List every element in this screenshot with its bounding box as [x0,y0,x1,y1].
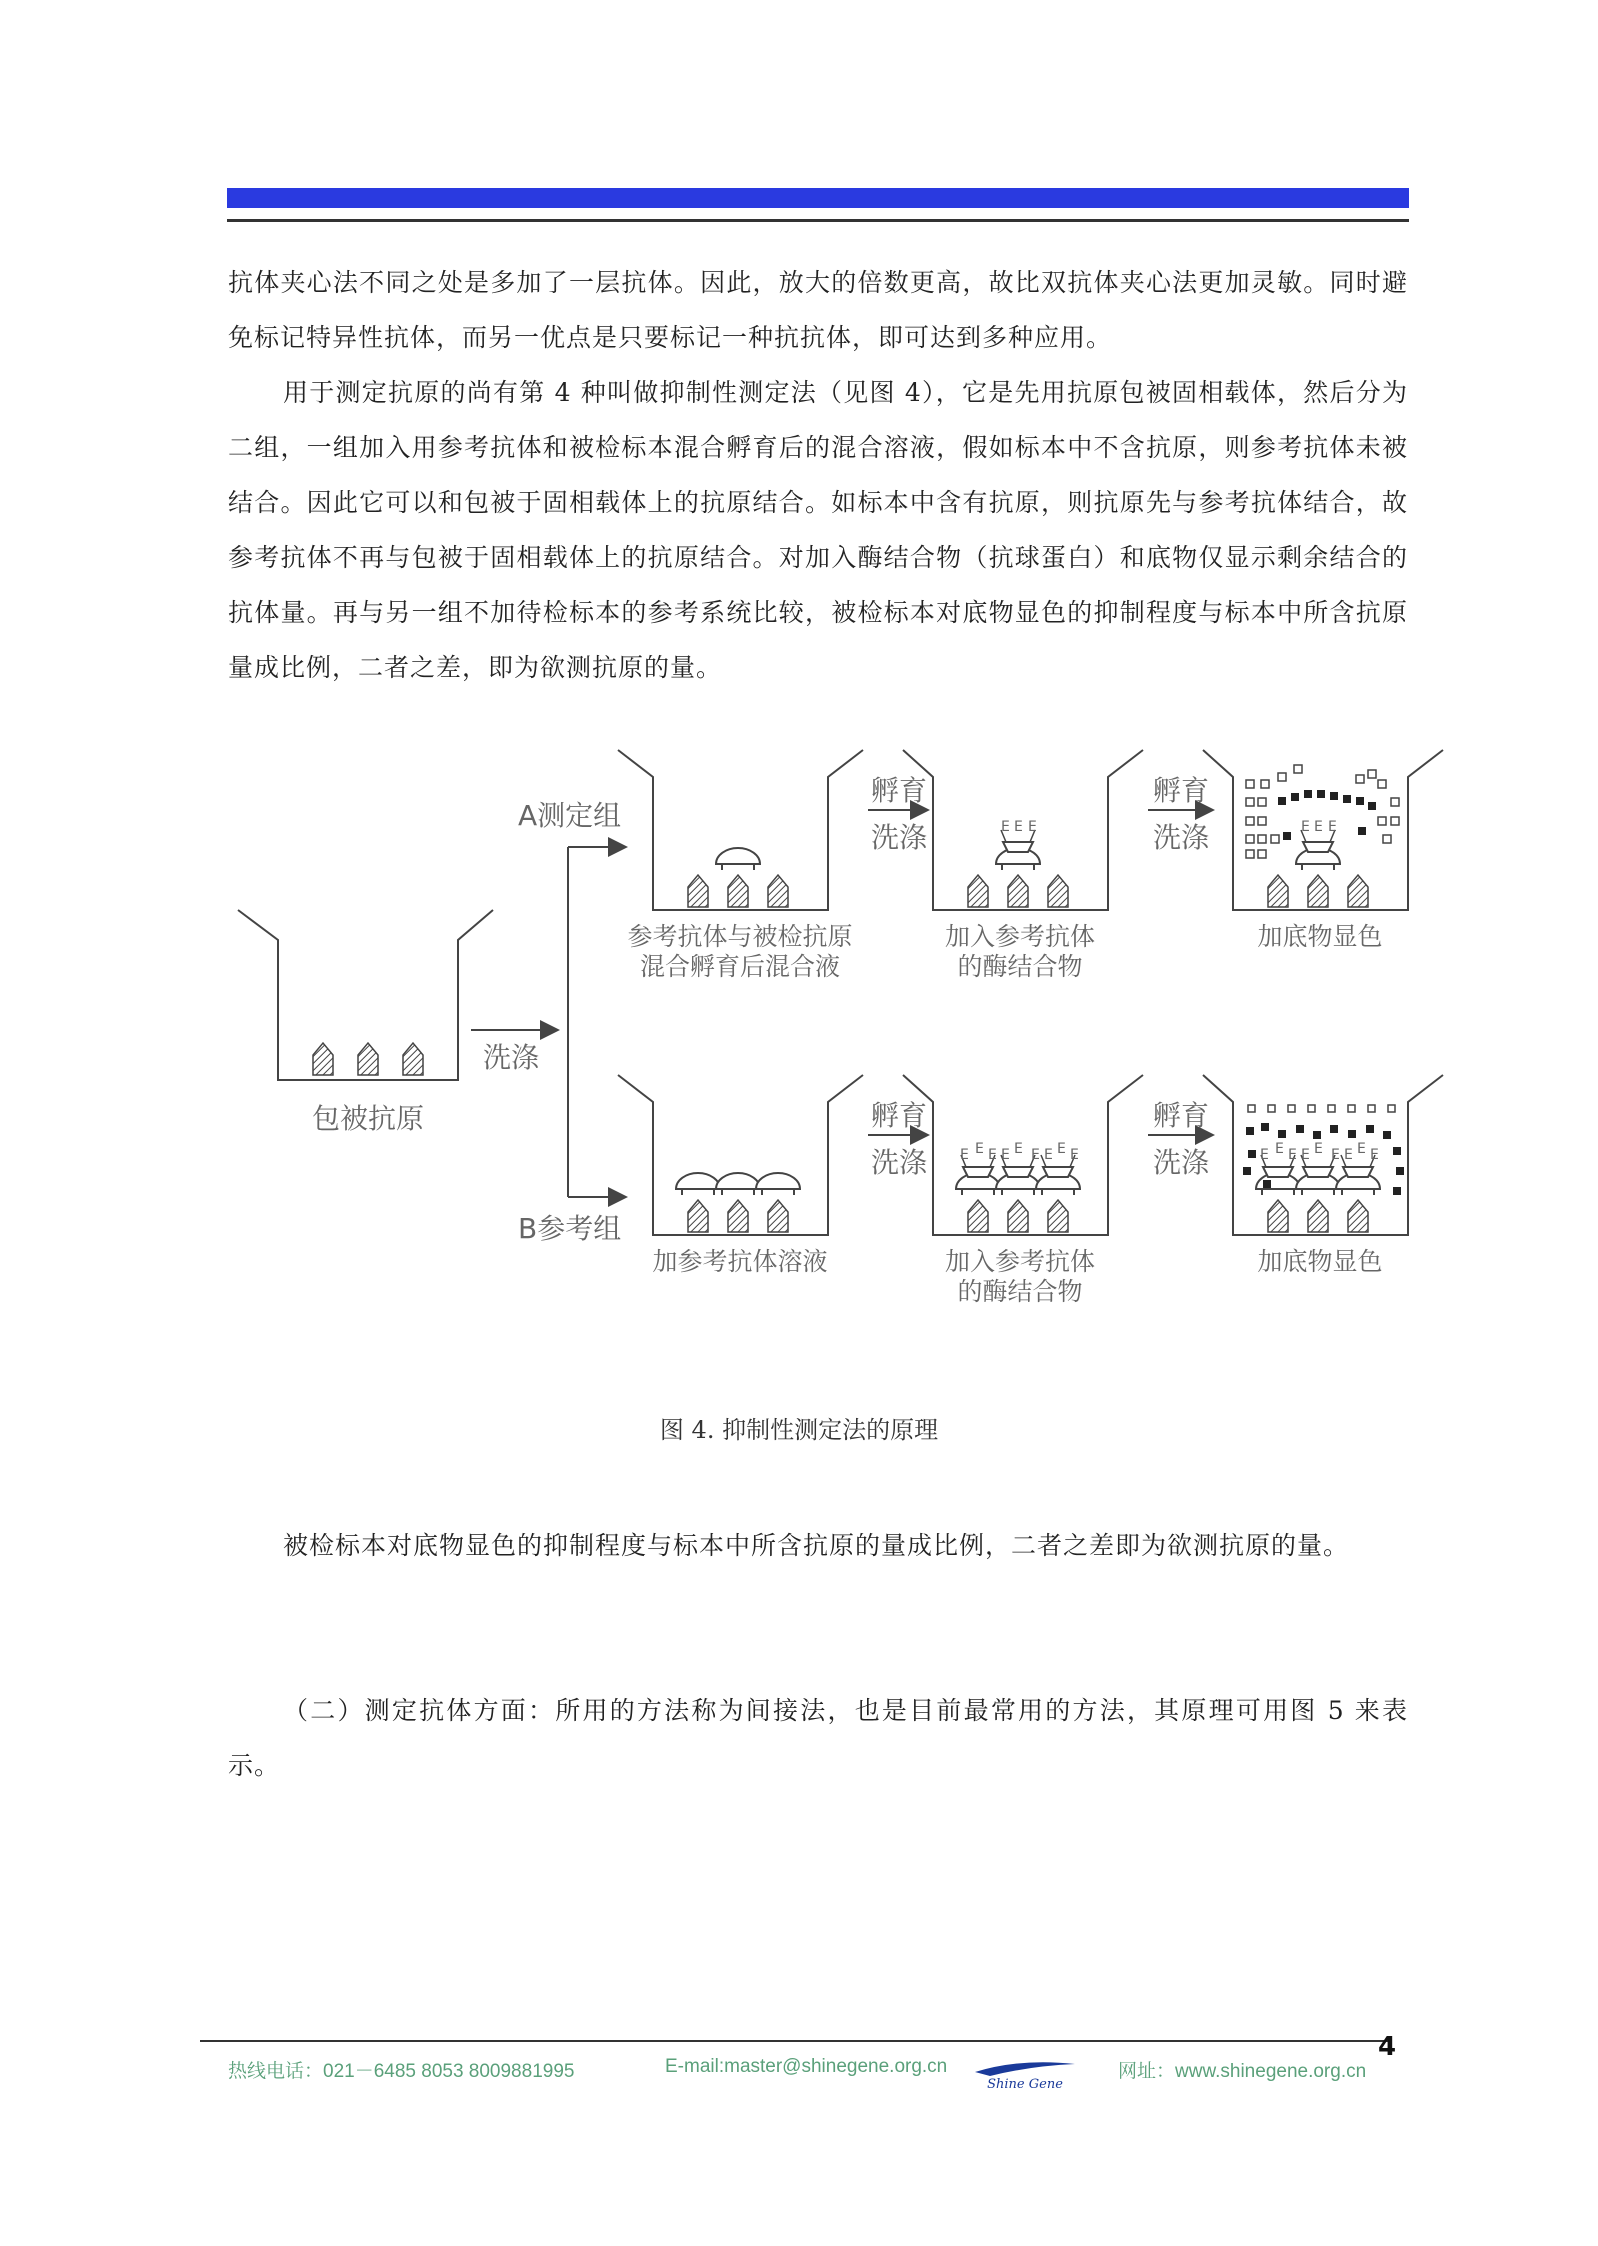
svg-text:E: E [1314,819,1323,835]
svg-text:E: E [1260,1147,1269,1163]
svg-text:E: E [960,1147,969,1163]
svg-text:E: E [1014,1141,1023,1157]
svg-text:E: E [1057,1141,1066,1157]
svg-text:E: E [1070,1147,1079,1163]
svg-text:E: E [1044,1147,1053,1163]
label-a-step3: 加底物显色 [1257,922,1383,951]
inhibition-assay-diagram [228,735,1458,1325]
label-b-step1: 加参考抗体溶液 [652,1247,828,1276]
svg-text:E: E [1344,1147,1353,1163]
label-incubate-a1: 孵育 [871,774,928,807]
svg-text:E: E [1028,819,1037,835]
svg-text:E: E [1301,819,1310,835]
svg-text:E: E [1014,819,1023,835]
footer-email[interactable]: E-mail:master@shinegene.org.cn [665,2056,948,2077]
label-a-step1-line1: 参考抗体与被检抗原 [627,922,853,951]
logo-text: Shine Gene [987,2077,1063,2092]
svg-text:E: E [975,1141,984,1157]
svg-text:E: E [1357,1141,1366,1157]
label-wash-a2: 洗涤 [1153,821,1210,854]
svg-text:E: E [1370,1147,1379,1163]
svg-text:E: E [1314,1141,1323,1157]
figure-caption: 图 4. 抑制性测定法的原理 [659,1416,939,1444]
label-wash-a1: 洗涤 [871,821,928,854]
svg-text:E: E [1031,1147,1040,1163]
label-wash-b1: 洗涤 [871,1146,928,1179]
svg-text:E: E [1001,819,1010,835]
paragraph-3: 被检标本对底物显色的抑制程度与标本中所含抗原的量成比例，二者之差即为欲测抗原的量。 [283,1531,1350,1560]
label-incubate-b2: 孵育 [1153,1099,1210,1132]
footer-phone: 热线电话：021－6485 8053 8009881995 [228,2061,575,2082]
page-number: 4 [1378,2032,1397,2062]
footer-website[interactable]: 网址：www.shinegene.org.cn [1118,2061,1367,2082]
paragraph-4: （二）测定抗体方面：所用的方法称为间接法，也是目前最常用的方法，其原理可用图 5 来表示。 [228,1696,1408,1780]
label-group-a: A测定组 [518,799,622,832]
label-a-step2-line2: 的酶结合物 [957,952,1083,981]
paragraph-1: 抗体夹心法不同之处是多加了一层抗体。因此，放大的倍数更高，故比双抗体夹心法更加灵敏。同时避免标记特异性抗体，而另一优点是只要标记一种抗抗体，即可达到多种应用。 [228,268,1408,352]
header-bar [227,188,1409,208]
svg-text:E: E [1288,1147,1297,1163]
label-group-b: B参考组 [518,1212,622,1245]
svg-text:E: E [1331,1147,1340,1163]
paragraph-2: 用于测定抗原的尚有第 4 种叫做抑制性测定法（见图 4），它是先用抗原包被固相载体，然后分为二组，一组加入用参考抗体和被检标本混合孵育后的混合溶液，假如标本中不含抗原，则参考抗体未被结合。因此它可以和包被于固相载体上的抗原结合。如标本中含有抗原，则抗原先与参考抗体结合，故参考抗体不再与包被于固相载体上的抗原结合。对加入酶结合物（抗球蛋白）和底物仅显示剩余结合的抗体量。再与另一组不加待检标本的参考系统比较，被检标本对底物显色的抑制程度与标本中所含抗原量成比例，二者之差，即为欲测抗原的量。 [228,378,1408,682]
footer-rule [200,2040,1388,2042]
svg-text:E: E [988,1147,997,1163]
svg-text:E: E [1001,1147,1010,1163]
label-a-step1-line2: 混合孵育后混合液 [639,952,841,981]
label-b-step2-line1: 加入参考抗体 [944,1247,1096,1276]
svg-text:E: E [1301,1147,1310,1163]
label-b-step3: 加底物显色 [1257,1247,1383,1276]
header-rule [227,219,1409,222]
shinegene-logo [970,2050,1080,2094]
label-incubate-a2: 孵育 [1153,774,1210,807]
label-incubate-b1: 孵育 [871,1099,928,1132]
svg-text:E: E [1275,1141,1284,1157]
label-coated-antigen: 包被抗原 [311,1102,425,1135]
label-a-step2-line1: 加入参考抗体 [944,922,1096,951]
label-b-step2-line2: 的酶结合物 [957,1277,1083,1306]
svg-text:E: E [1328,819,1337,835]
label-wash: 洗涤 [483,1041,540,1074]
label-wash-b2: 洗涤 [1153,1146,1210,1179]
